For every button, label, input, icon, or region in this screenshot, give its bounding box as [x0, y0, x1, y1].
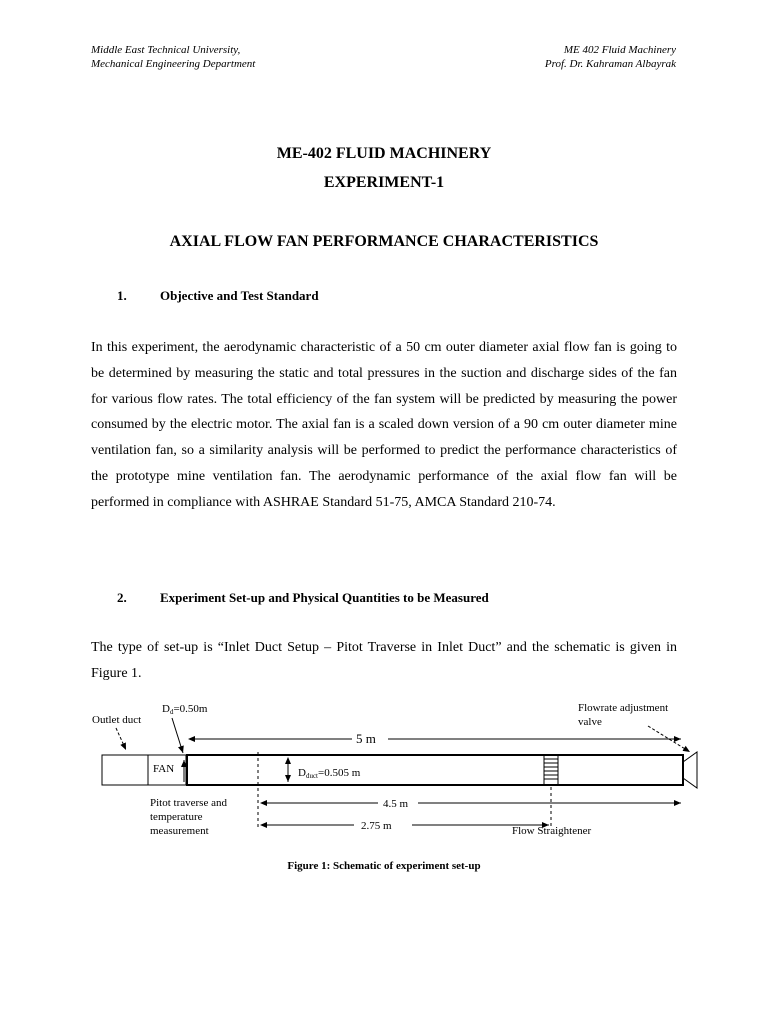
duct-main: D	[298, 767, 306, 779]
experiment-title: EXPERIMENT-1	[323, 174, 445, 191]
flow-straightener-shape	[544, 755, 558, 785]
section-1-paragraph: In this experiment, the aerodynamic characteristic of a 50 cm outer diameter axial flow fan is going to be determined by measuring the static and total pressures in the suction and discharge sides of the fan for various flow rates. The total efficiency of the fan system will be predicted by measuring the power consumed by the electric motor. The axial fan is a scaled down version of a 90 cm outer diameter mine ventilation fan, so a similarity analysis will be performed to predict the performance characteristics of the prototype mine ventilation fan. The aerodynamic performance of the axial flow fan will be performed in compliance with ASHRAE Standard 51-75, AMCA Standard 210-74.	[91, 340, 677, 510]
main-title: AXIAL FLOW FAN PERFORMANCE CHARACTERISTICS	[169, 233, 599, 250]
flowrate-valve-shape	[683, 752, 697, 788]
length-total-label: 5 m	[356, 731, 376, 746]
pitot-label-line2: temperature	[150, 811, 203, 823]
pitot-label-line3: measurement	[150, 825, 209, 837]
course-title: ME-402 FLUID MACHINERY	[276, 145, 492, 162]
outlet-duct-box	[102, 755, 148, 785]
section-1-title: Objective and Test Standard	[160, 288, 319, 303]
main-duct	[187, 755, 683, 785]
duct-sub: duct	[305, 772, 319, 780]
dd-label	[162, 703, 208, 716]
dd-value: =0.50m	[173, 703, 208, 715]
section-1-number: 1.	[117, 288, 127, 303]
section-2-paragraph: The type of set-up is “Inlet Duct Setup – Pitot Traverse in Inlet Duct” and the schematic is given in Figure 1.	[91, 640, 677, 681]
figure-caption: Figure 1: Schematic of experiment set-up	[287, 860, 481, 872]
outlet-duct-label: Outlet duct	[92, 714, 142, 726]
flowrate-label-line2: valve	[578, 716, 602, 728]
dd-main: D	[162, 703, 170, 715]
flowrate-label-line1: Flowrate adjustment	[578, 702, 669, 714]
duct-diameter-label	[298, 767, 361, 780]
section-2-number: 2.	[117, 590, 127, 605]
fan-label: FAN	[153, 763, 175, 775]
header-department: Mechanical Engineering Department	[91, 58, 256, 70]
section-2-title: Experiment Set-up and Physical Quantities to be Measured	[160, 590, 489, 605]
duct-value: =0.505 m	[318, 767, 361, 779]
length-275-label: 2.75 m	[361, 820, 392, 832]
flow-straightener-label: Flow Straightener	[512, 825, 592, 837]
header-course: ME 402 Fluid Machinery	[563, 44, 676, 56]
dd-sub: d	[169, 708, 174, 716]
length-45-label: 4.5 m	[383, 798, 409, 810]
header-university: Middle East Technical University,	[91, 44, 241, 56]
pitot-label-line1: Pitot traverse and	[150, 797, 227, 809]
header-professor: Prof. Dr. Kahraman Albayrak	[544, 58, 676, 70]
